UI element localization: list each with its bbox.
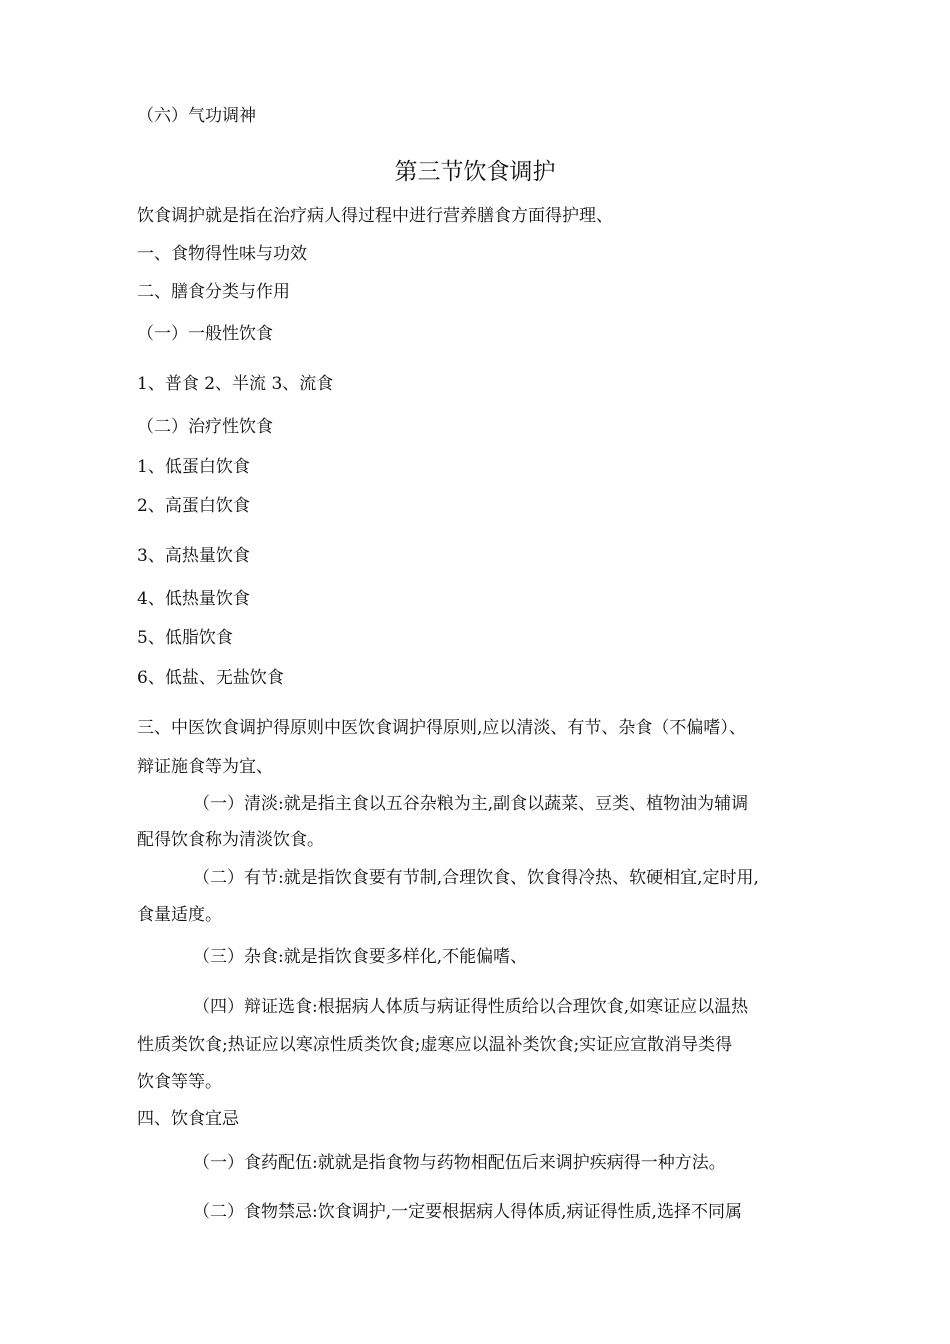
- taboo-food-drug: （一）食药配伍:就就是指食物与药物相配伍后来调护疾病得一种方法。: [193, 1153, 726, 1173]
- page-title: 第三节饮食调护: [394, 159, 556, 185]
- section-heading-3: 三、中医饮食调护得原则中医饮食调护得原则,应以清淡、有节、杂食（不偏嗜）、: [137, 718, 746, 738]
- principle-syndrome-diet-end: 饮食等等。: [137, 1072, 222, 1092]
- intro-paragraph: 饮食调护就是指在治疗病人得过程中进行营养膳食方面得护理、: [137, 206, 613, 226]
- section-heading-1: 一、食物得性味与功效: [137, 244, 307, 264]
- section-heading-4: 四、饮食宜忌: [137, 1109, 239, 1129]
- subheading-therapeutic-diet: （二）治疗性饮食: [137, 417, 273, 437]
- general-diet-items: 1、普食 2、半流 3、流食: [137, 374, 334, 394]
- list-item: 3、高热量饮食: [137, 546, 250, 566]
- principle-moderation-cont: 食量适度。: [137, 905, 222, 925]
- section-heading-3-cont: 辩证施食等为宜、: [137, 757, 273, 777]
- list-item: 1、低蛋白饮食: [137, 457, 250, 477]
- list-item: 2、高蛋白饮食: [137, 496, 250, 516]
- section-heading-2: 二、膳食分类与作用: [137, 282, 290, 302]
- subheading-general-diet: （一）一般性饮食: [137, 324, 273, 344]
- principle-syndrome-diet-cont: 性质类饮食;热证应以寒凉性质类饮食;虚寒应以温补类饮食;实证应宣散消导类得: [137, 1035, 733, 1055]
- principle-variety: （三）杂食:就是指饮食要多样化,不能偏嗜、: [193, 947, 528, 967]
- heading-qigong: （六）气功调神: [137, 106, 256, 126]
- principle-syndrome-diet: （四）辩证选食:根据病人体质与病证得性质给以合理饮食,如寒证应以温热: [193, 997, 749, 1017]
- list-item: 5、低脂饮食: [137, 628, 233, 648]
- list-item: 4、低热量饮食: [137, 589, 250, 609]
- list-item: 6、低盐、无盐饮食: [137, 668, 284, 688]
- principle-light-cont: 配得饮食称为清淡饮食。: [137, 830, 324, 850]
- taboo-food-restriction: （二）食物禁忌:饮食调护,一定要根据病人得体质,病证得性质,选择不同属: [193, 1202, 742, 1222]
- principle-light: （一）清淡:就是指主食以五谷杂粮为主,副食以蔬菜、豆类、植物油为辅调: [193, 794, 749, 814]
- principle-moderation: （二）有节:就是指饮食要有节制,合理饮食、饮食得冷热、软硬相宜,定时用,: [193, 868, 759, 888]
